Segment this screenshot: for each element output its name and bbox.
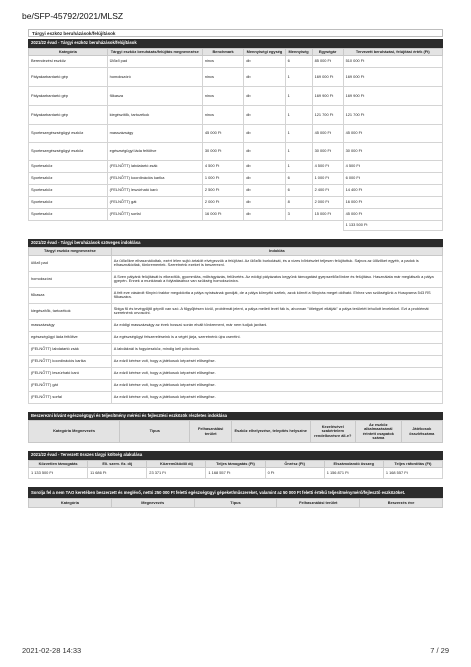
name-cell: homokszóró — [107, 67, 202, 86]
column-header: Benchmark — [202, 48, 243, 55]
total-row — [29, 220, 443, 230]
justification-cell: Az ülőzőkre elhasználódtak, ezért lélen sujtó ártalóit elvégezzük a felújítást. Az ülőzők burkolását, és a vízes bőrkészlet teljesen felújítottuk. Sajnos az ülőzőket egyéb, a padok is elhasználódtak, tönkrementek. Szeretnénk ezeket is beszerezni. — [111, 255, 442, 271]
unit-price-cell: 2 000 Ft — [312, 196, 343, 208]
column-header: Beszerzés éve — [360, 498, 443, 507]
category-cell: Pályakarbantartó gép — [29, 105, 108, 124]
total-support-cell: 1 168 557 Ft — [206, 467, 265, 478]
column-header: Teljes támogatás (Ft) — [206, 460, 265, 467]
total-cost-header-row — [29, 460, 443, 467]
table-row — [29, 172, 443, 184]
value-cell: 6 000 Ft — [343, 172, 442, 184]
unit-price-cell: 169 900 Ft — [312, 86, 343, 105]
justification-cell: Az edző kérése volt, hogy a játékosok képzését elősegítse. — [111, 367, 442, 379]
unit-cell: db — [244, 184, 285, 196]
footer-page-number: 7 / 29 — [430, 646, 449, 655]
unit-cell: db — [244, 55, 285, 67]
unit-price-cell: 30 000 Ft — [312, 142, 343, 160]
justification-cell: Az egészségügyi felszereléseink is a végét járja, szeretnénk újra cserélni. — [111, 331, 442, 343]
category-cell: Pályakarbantartó gép — [29, 86, 108, 105]
unit-price-cell: 85 000 Ft — [312, 55, 343, 67]
benchmark-cell: 4 500 Ft — [202, 160, 243, 172]
unit-price-cell: 1 000 Ft — [312, 172, 343, 184]
column-header: Az eszköz alkalmazásánál érintett csapatok száma — [356, 421, 402, 443]
unit-cell: db — [244, 172, 285, 184]
benchmark-cell: nincs — [202, 86, 243, 105]
column-header: Felhasználási terület — [277, 498, 360, 507]
content — [28, 29, 443, 508]
column-header: Eli. szerv. fiz. díj — [88, 460, 147, 467]
document-id: be/SFP-45792/2021/MLSZ — [22, 11, 124, 21]
item-name-cell: homokszóró — [29, 271, 112, 287]
justification-cell: Az edző kérése volt, hogy a játékosok képzését elősegítse. — [111, 355, 442, 367]
total-value: 1 133 500 Ft — [343, 220, 442, 230]
direct-support-cell: 1 133 500 Ft — [29, 467, 88, 478]
unit-cell: db — [244, 124, 285, 142]
investments-table — [28, 48, 443, 231]
benchmark-cell: 30 000 Ft — [202, 142, 243, 160]
name-cell: (FELNŐTT) gát — [107, 196, 202, 208]
quantity-cell: 1 — [285, 142, 312, 160]
name-cell: (FELNŐTT) sorfal — [107, 208, 202, 220]
item-name-cell: (FELNŐTT) sorfal — [29, 391, 112, 403]
quantity-cell: 3 — [285, 208, 312, 220]
justification-cell: A felt eve vásárolt fűnyíró traktor megoldotta a pálya nyírásának gondját, de a pálya környéki szélek, azok körnél a fűnyírás meget oldható. Ehhez van szükségünk a Husqvarna 543 RS fűkaszára. — [111, 287, 442, 303]
column-header: Eszköz elhelyezése, telepítés helyszíne — [231, 421, 310, 443]
quantity-cell: 1 — [285, 124, 312, 142]
table-row — [29, 196, 443, 208]
benchmark-cell: nincs — [202, 67, 243, 86]
table-row — [29, 391, 443, 403]
health-devices-table-title: Beszerezni kívánt egészségügyi és teljesítmény mérési és fejlesztési eszközök részletes indoklása — [28, 412, 443, 421]
item-name-cell: (FELNŐTT) koordinációs karika — [29, 355, 112, 367]
justification-cell: Az edző kérése volt, hogy a játékosok képzését elősegítse. — [111, 379, 442, 391]
quantity-cell: 8 — [285, 196, 312, 208]
section-title: Tárgyi eszköz beruházások/felújítások — [28, 29, 443, 37]
table-row — [29, 67, 443, 86]
column-header: Elszámolandó összeg — [324, 460, 383, 467]
category-cell: Pályakarbantartó gép — [29, 67, 108, 86]
value-cell: 169 900 Ft — [343, 86, 442, 105]
value-cell: 14 400 Ft — [343, 184, 442, 196]
quantity-cell: 6 — [285, 172, 312, 184]
column-header: Mennyiségi egység — [244, 48, 285, 55]
item-name-cell: egészségügyi láda feltöltve — [29, 331, 112, 343]
own-contribution-cell: 0 Ft — [265, 467, 324, 478]
column-header: Kategória — [29, 498, 112, 507]
table-row — [29, 367, 443, 379]
table-row — [29, 86, 443, 105]
table-row — [29, 331, 443, 343]
name-cell: (FELNŐTT) labdatartó zsák — [107, 160, 202, 172]
justification-cell: Sbiga fű és tevégyűjtő gépről van szó. A fűgyűjtésen kívül, problémát jelent, a pálya melleti levél fák is, ahonnan "ötletgyel ellátják" a pálya területét lehullott levelekkel. Ezt a problémát szeretnénk orvosolni. — [111, 303, 442, 319]
column-header: Tárgyi eszköz megnevezése — [29, 248, 112, 255]
value-cell: 16 000 Ft — [343, 196, 442, 208]
investments-header-row — [29, 48, 443, 55]
justification-cell: A Sven pályánk felújítását is elkezdtük, gyommilás, műtrágyázás, felülvetés. Az eddigi pályázatos kegyünk támogatást gyepszellőzőínkre és felújításo. Használata már meglátszik a pálya gyepén. Ennek a munkának a folytatásához van szükség homokszóróra. — [111, 271, 442, 287]
table-row — [29, 55, 443, 67]
column-header: Játékosok összlétszáma — [401, 421, 442, 443]
table-row — [29, 303, 443, 319]
name-cell: masszázságy — [107, 124, 202, 142]
value-cell: 4 500 Ft — [343, 160, 442, 172]
benchmark-cell: nincs — [202, 55, 243, 67]
total-expenditure-cell: 1 168 557 Ft — [383, 467, 442, 478]
column-header: Típus — [194, 498, 277, 507]
justification-cell: Az eddigi masszázságy az évek hosszú során elvált tönkrement, már nem tudjuk javítani. — [111, 319, 442, 331]
benchmark-cell: 1 000 Ft — [202, 172, 243, 184]
quantity-cell: 1 — [285, 160, 312, 172]
unit-price-cell: 45 000 Ft — [312, 124, 343, 142]
table-row — [29, 208, 443, 220]
category-cell: Sporteszköz — [29, 184, 108, 196]
column-header: Teljes ráfordítás (Ft) — [383, 460, 442, 467]
category-cell: Sporteszegészségügyi eszköz — [29, 124, 108, 142]
benchmark-cell: 2 000 Ft — [202, 196, 243, 208]
item-name-cell: (FELNŐTT) leszúrható karó — [29, 367, 112, 379]
value-cell: 121 700 Ft — [343, 105, 442, 124]
column-header: Önrész (Ft) — [265, 460, 324, 467]
quantity-cell: 1 — [285, 67, 312, 86]
justification-header-row — [29, 248, 443, 255]
existing-devices-header-row — [29, 498, 443, 507]
unit-price-cell: 4 500 Ft — [312, 160, 343, 172]
column-header: Indoklás — [111, 248, 442, 255]
justification-cell: Az edző kérése volt, hogy a játékosok képzését elősegítse. — [111, 391, 442, 403]
column-header: Mennyiség — [285, 48, 312, 55]
unit-cell: db — [244, 67, 285, 86]
benchmark-cell: nincs — [202, 105, 243, 124]
unit-cell: db — [244, 160, 285, 172]
category-cell: Berendezési eszköz — [29, 55, 108, 67]
table-row — [29, 355, 443, 367]
unit-cell: db — [244, 208, 285, 220]
name-cell: (FELNŐTT) koordinációs karika — [107, 172, 202, 184]
quantity-cell: 1 — [285, 105, 312, 124]
benchmark-cell: 16 000 Ft — [202, 208, 243, 220]
category-cell: Sporteszegészségügyi eszköz — [29, 142, 108, 160]
name-cell: (FELNŐTT) leszúrható karó — [107, 184, 202, 196]
table-row — [29, 160, 443, 172]
column-header: Típus — [120, 421, 190, 443]
justification-table-title: 2021/22 évad - Tárgyi beruházások szöveges indoklása — [28, 239, 443, 248]
value-cell: 30 000 Ft — [343, 142, 442, 160]
column-header: Kezelésével szakértelem rendelkezésre áll-e? — [310, 421, 356, 443]
column-header: Megnevezés — [111, 498, 194, 507]
table-row — [29, 271, 443, 287]
column-header: Kategória — [29, 48, 108, 55]
table-row — [29, 319, 443, 331]
table-row — [29, 287, 443, 303]
item-name-cell: kiegészítők, tartozékok — [29, 303, 112, 319]
table-row — [29, 343, 443, 355]
unit-price-cell: 15 000 Ft — [312, 208, 343, 220]
table-row — [29, 379, 443, 391]
item-name-cell: ülőző pad — [29, 255, 112, 271]
column-header: Tárgyi eszköz beruházás/felújítás megnevezése — [107, 48, 202, 55]
column-header: Felhasználási terület — [190, 421, 231, 443]
table-row — [29, 105, 443, 124]
unit-cell: db — [244, 86, 285, 105]
name-cell: egészségügyi láda feltöltve — [107, 142, 202, 160]
column-header: Egységár — [312, 48, 343, 55]
category-cell: Sporteszköz — [29, 160, 108, 172]
quantity-cell: 6 — [285, 55, 312, 67]
name-cell: kiegészítők, tartozékok — [107, 105, 202, 124]
column-header: Közvetlen támogatás — [29, 460, 88, 467]
column-header: Közreműködői díj — [147, 460, 206, 467]
item-name-cell: (FELNŐTT) gát — [29, 379, 112, 391]
total-cost-table-title: 2021/22 évad - Tervezett összes tárgyi költség alakulása — [28, 451, 443, 460]
intermediary-fee-cell: 23 371 Ft — [147, 467, 206, 478]
justification-table — [28, 247, 443, 403]
unit-price-cell: 121 700 Ft — [312, 105, 343, 124]
health-devices-header-row — [29, 421, 443, 443]
table-row — [29, 255, 443, 271]
value-cell: 510 000 Ft — [343, 55, 442, 67]
category-cell: Sporteszköz — [29, 196, 108, 208]
value-cell: 45 000 Ft — [343, 124, 442, 142]
justification-cell: A labdáknál is fogyóeszköz, mindig kell pótolnunk. — [111, 343, 442, 355]
item-name-cell: fűkasza — [29, 287, 112, 303]
quantity-cell: 6 — [285, 184, 312, 196]
footer-datetime: 2021-02-28 14:33 — [22, 646, 82, 655]
fee-cell: 11 686 Ft — [88, 467, 147, 478]
unit-price-cell: 169 000 Ft — [312, 67, 343, 86]
unit-cell: db — [244, 142, 285, 160]
investments-table-title: 2021/22 évad - Tárgyi eszköz beruházások/felújítások — [28, 39, 443, 48]
value-cell: 169 000 Ft — [343, 67, 442, 86]
category-cell: Sporteszköz — [29, 172, 108, 184]
item-name-cell: (FELNŐTT) labdatartó zsák — [29, 343, 112, 355]
unit-cell: db — [244, 105, 285, 124]
existing-devices-table — [28, 498, 443, 508]
table-row — [29, 142, 443, 160]
existing-devices-table-title: Sorolja fel a nem TAO keretében beszerzett és meglévő, nettó 250 000 Ft feletti egészségügyi gépeket/műszereket, valamint az 50 000 Ft feletti értékű teljesítménymérő/fejlesztő eszközöket. — [28, 487, 443, 498]
value-cell: 45 000 Ft — [343, 208, 442, 220]
benchmark-cell: 2 500 Ft — [202, 184, 243, 196]
accountable-amount-cell: 1 156 871 Ft — [324, 467, 383, 478]
column-header: Tervezett beruházási, felújítási érték (Ft) — [343, 48, 442, 55]
column-header: Kategória Megnevezés — [29, 421, 120, 443]
item-name-cell: masszázságy — [29, 319, 112, 331]
total-cost-table — [28, 460, 443, 479]
table-row — [29, 184, 443, 196]
table-row — [29, 467, 443, 478]
name-cell: fűkasza — [107, 86, 202, 105]
quantity-cell: 1 — [285, 86, 312, 105]
unit-cell: db — [244, 196, 285, 208]
health-devices-table — [28, 420, 443, 443]
unit-price-cell: 2 400 Ft — [312, 184, 343, 196]
category-cell: Sporteszköz — [29, 208, 108, 220]
table-row — [29, 124, 443, 142]
name-cell: Ülőző pad — [107, 55, 202, 67]
benchmark-cell: 45 000 Ft — [202, 124, 243, 142]
